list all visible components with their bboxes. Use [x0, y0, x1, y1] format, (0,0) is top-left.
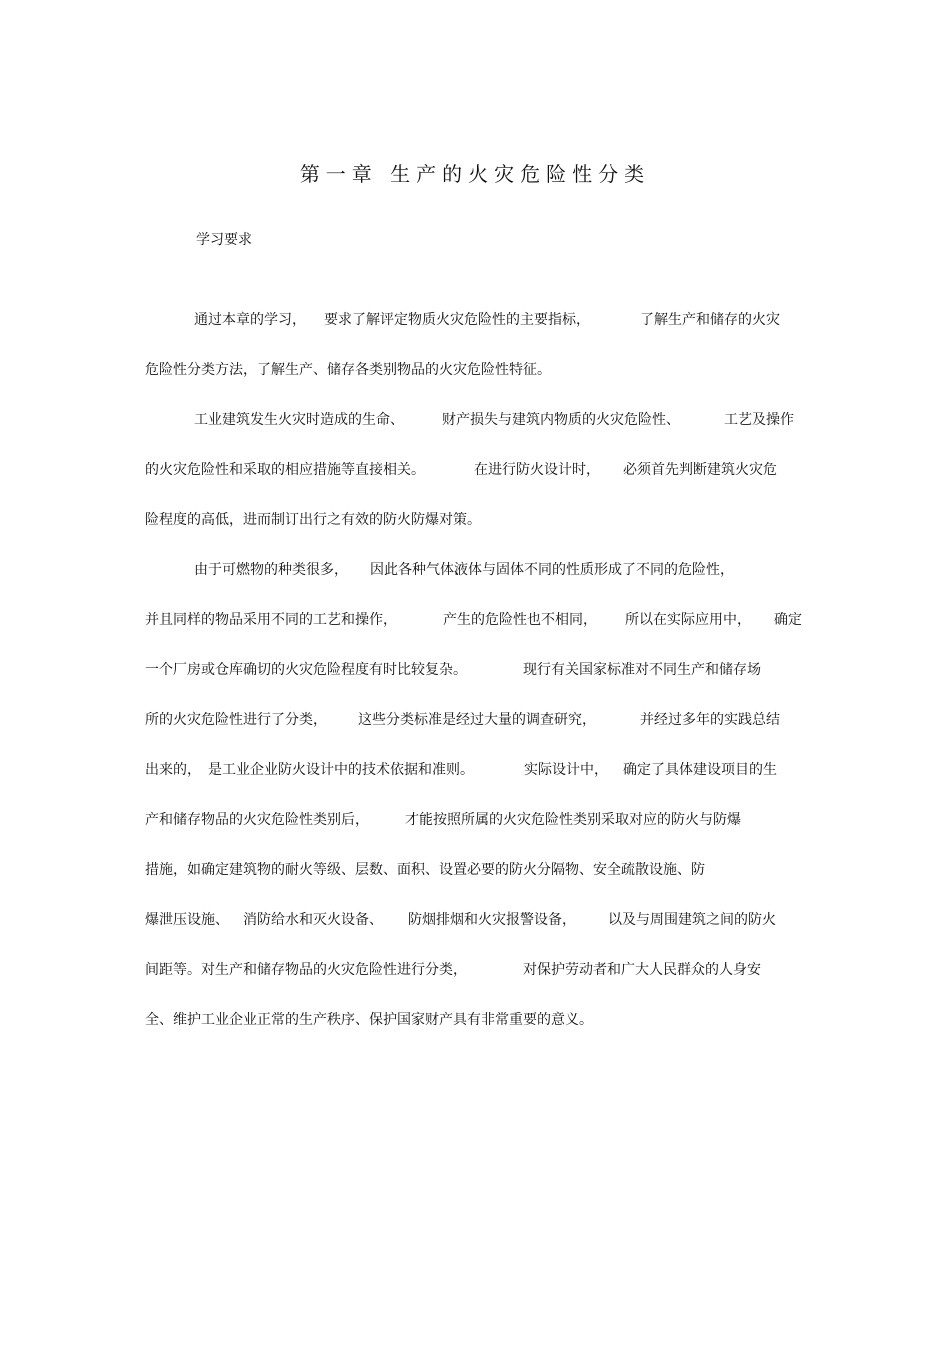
- body-text-segment: 的火灾危险性和采取的相应措施等直接相关。: [145, 462, 425, 478]
- body-text-segment: 液体与固体不同的性质形成了不同的危险性，: [454, 562, 734, 578]
- body-line: [0, 809, 950, 831]
- body-text-segment: 措施，如确定建筑物的耐火等级、层数、面积、设置必要的防火分隔物、安全疏散设施、防: [145, 862, 705, 878]
- body-text-segment: 爆泄压设施、: [145, 912, 229, 928]
- body-text-segment: 消防给水和灭火设备、: [243, 912, 383, 928]
- body-line: [0, 959, 950, 981]
- body-line: [0, 409, 950, 431]
- body-text-segment: 险程度的高低，进而制订出行之有效的防火防爆对策。: [145, 512, 481, 528]
- body-text-segment: 并且同样的物品采用不同的工艺和操作，: [145, 612, 397, 628]
- body-text-segment: 必须首先判断建筑火灾危: [623, 462, 777, 478]
- body-text-segment: 确定: [774, 612, 802, 628]
- body-text-segment: 由于可燃物的种类很多，: [194, 562, 348, 578]
- section-heading: 学习要求: [196, 232, 252, 248]
- body-text-segment: 产和储存物品的火灾危险性类别后，: [145, 812, 369, 828]
- body-text-segment: 对保护劳动者和广大人民群众的人身安: [523, 962, 761, 978]
- body-text-segment: 全、维护工业企业正常的生产秩序、保护国家财产具有非常重要的意义。: [145, 1012, 593, 1028]
- body-text-segment: 了解生产和储存的火灾: [640, 312, 780, 328]
- body-line: [0, 609, 950, 631]
- body-text-segment: 危险性分类方法，了解生产、储存各类别物品的火灾危险性特征。: [145, 362, 551, 378]
- body-text-segment: 所的火灾危险性进行了分类，: [145, 712, 327, 728]
- body-text-segment: 这些分类标准是经过大量的调查研究，: [358, 712, 596, 728]
- body-text-segment: 通过本章的学习，: [194, 312, 306, 328]
- body-text-segment: 出来的，: [145, 762, 201, 778]
- body-text-segment: 并经过多年的实践总结: [640, 712, 780, 728]
- body-line: [0, 509, 950, 531]
- body-line: [0, 309, 950, 331]
- body-text-segment: 实际设计中，: [524, 762, 608, 778]
- body-line: [0, 709, 950, 731]
- body-line: [0, 459, 950, 481]
- body-text-segment: 所以在实际应用中，: [625, 612, 751, 628]
- body-text-segment: 现行有关国家标准对不同生产和储存场: [523, 662, 761, 678]
- body-text-segment: 财产损失与建筑内物质的火灾危险性、: [442, 412, 680, 428]
- body-text-segment: 因此各种气体、: [370, 562, 468, 578]
- body-text-segment: 间距等。对生产和储存物品的火灾危险性进行分类，: [145, 962, 467, 978]
- body-line: [0, 759, 950, 781]
- body-text-segment: 工艺及操作: [724, 412, 794, 428]
- body-text-segment: 以及与周围建筑之间的防火: [608, 912, 776, 928]
- body-text-segment: 工业建筑发生火灾时造成的生命、: [194, 412, 404, 428]
- body-text-segment: 产生的危险性也不相同，: [443, 612, 597, 628]
- body-line: [0, 909, 950, 931]
- body-text-segment: 防烟排烟和火灾报警设备，: [408, 912, 576, 928]
- body-line: [0, 1009, 950, 1031]
- body-line: [0, 359, 950, 381]
- body-line: [0, 859, 950, 881]
- chapter-title: 第一章 生产的火灾危险性分类: [299, 162, 651, 186]
- body-text-segment: 在进行防火设计时，: [474, 462, 600, 478]
- body-line: [0, 659, 950, 681]
- body-text-segment: 一个厂房或仓库确切的火灾危险程度有时比较复杂。: [145, 662, 467, 678]
- body-text-segment: 要求了解评定物质火灾危险性的主要指标，: [324, 312, 590, 328]
- body-line: [0, 559, 950, 581]
- body-text-segment: 才能按照所属的火灾危险性类别采取对应的防火与防爆: [405, 812, 741, 828]
- body-text-segment: 确定了具体建设项目的生: [623, 762, 777, 778]
- body-text-segment: 是工业企业防火设计中的技术依据和准则。: [208, 762, 474, 778]
